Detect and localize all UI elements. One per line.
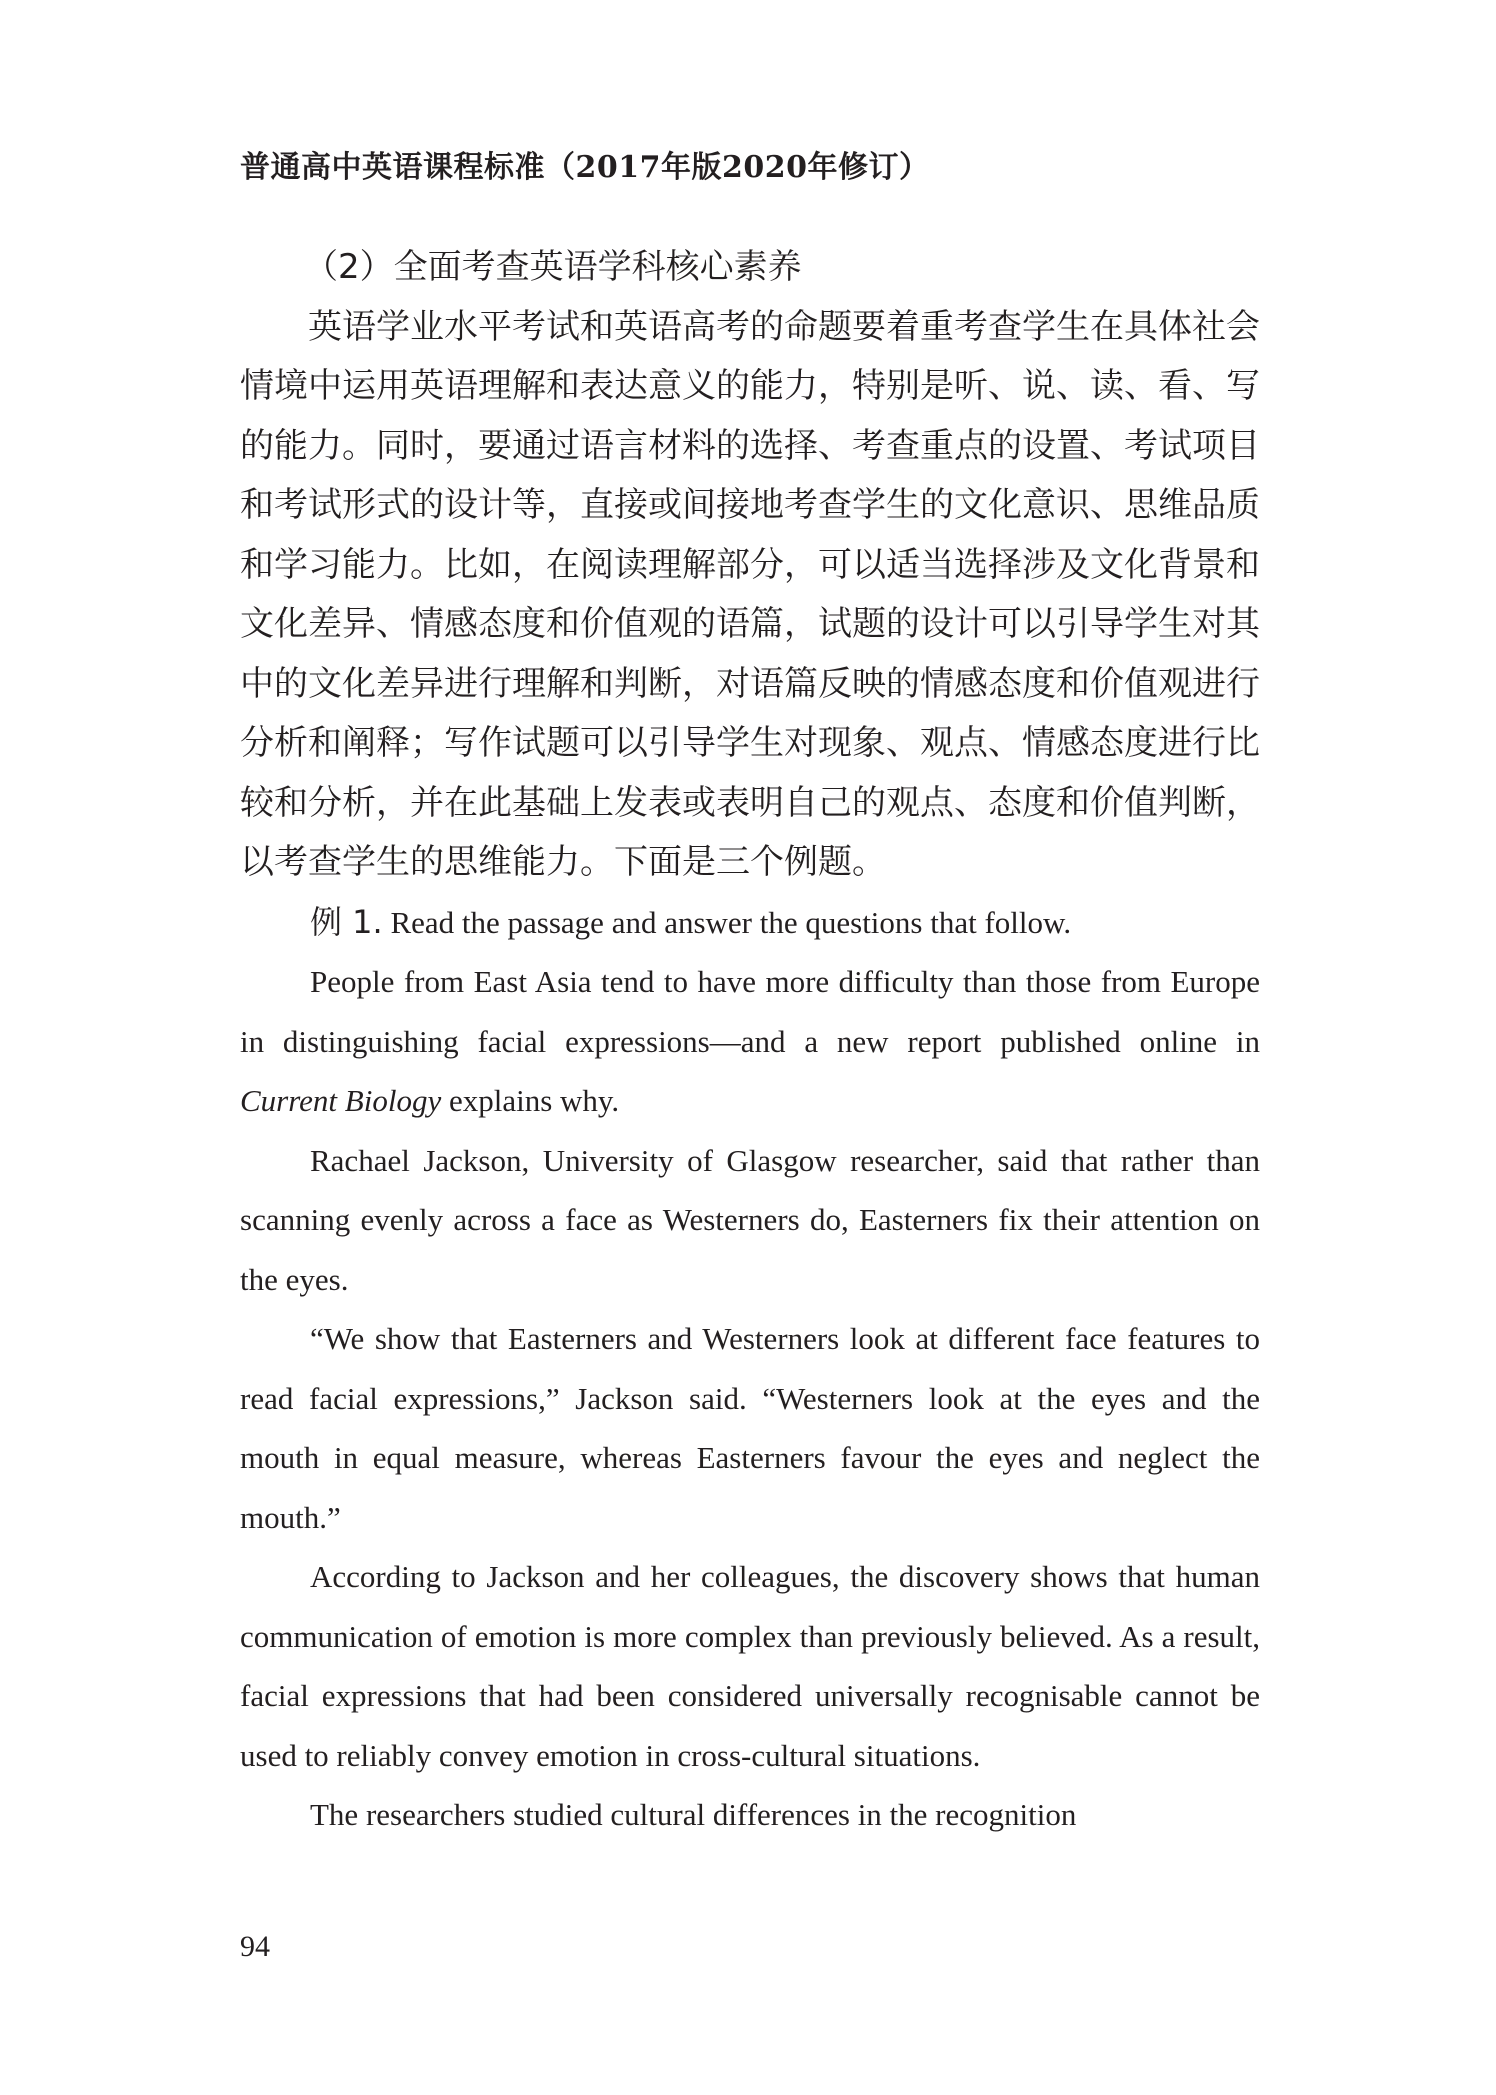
example-label: 例 1. — [310, 902, 383, 941]
section-heading: （2）全面考查英语学科核心素养 — [304, 247, 802, 287]
passage-paragraph-5: The researchers studied cultural differences in the recognition — [310, 1797, 1077, 1832]
passage-paragraph-1-start: People from East Asia tend to have more difficulty than those from Europe in distinguishing facial expressions—and a new report published online in — [240, 964, 1260, 1059]
passage-paragraph-4: According to Jackson and her colleagues, the discovery shows that human communication of emotion is more complex than previously believed. As a result, facial expressions that had been considered universally recognisable cannot be used to reliably convey emotion in cross-cultural situations. — [240, 1559, 1260, 1773]
example-instruction — [240, 893, 1260, 953]
running-header: 普通高中英语课程标准（2017年版2020年修订） — [240, 150, 930, 185]
example-instruction-text: Read the passage and answer the questions that follow. — [390, 904, 1072, 940]
passage-paragraph-1-end: explains why. — [441, 1083, 620, 1118]
page-body — [240, 238, 1260, 1845]
page-number: 94 — [240, 1930, 270, 1963]
intro-paragraph: 英语学业水平考试和英语高考的命题要着重考查学生在具体社会情境中运用英语理解和表达意义的能力，特别是听、说、读、看、写的能力。同时，要通过语言材料的选择、考查重点的设置、考试项目和考试形式的设计等，直接或间接地考查学生的文化意识、思维品质和学习能力。比如，在阅读理解部分，可以适当选择涉及文化背景和文化差异、情感态度和价值观的语篇，试题的设计可以引导学生对其中的文化差异进行理解和判断，对语篇反映的情感态度和价值观进行分析和阐释；写作试题可以引导学生对现象、观点、情感态度进行比较和分析，并在此基础上发表或表明自己的观点、态度和价值判断，以考查学生的思维能力。下面是三个例题。 — [240, 306, 1260, 882]
passage-paragraph-1 — [240, 952, 1260, 1131]
journal-title: Current Biology — [240, 1083, 442, 1118]
passage-paragraph-3: “We show that Easterners and Westerners look at different face features to read facial expressions,” Jackson said. “Westerners look at the eyes and the mouth in equal measure, whereas Easterners favour the eyes and neglect the mouth.” — [240, 1321, 1260, 1535]
passage-paragraph-2: Rachael Jackson, University of Glasgow researcher, said that rather than scanning evenly across a face as Westerners do, Easterners fix their attention on the eyes. — [240, 1142, 1260, 1297]
